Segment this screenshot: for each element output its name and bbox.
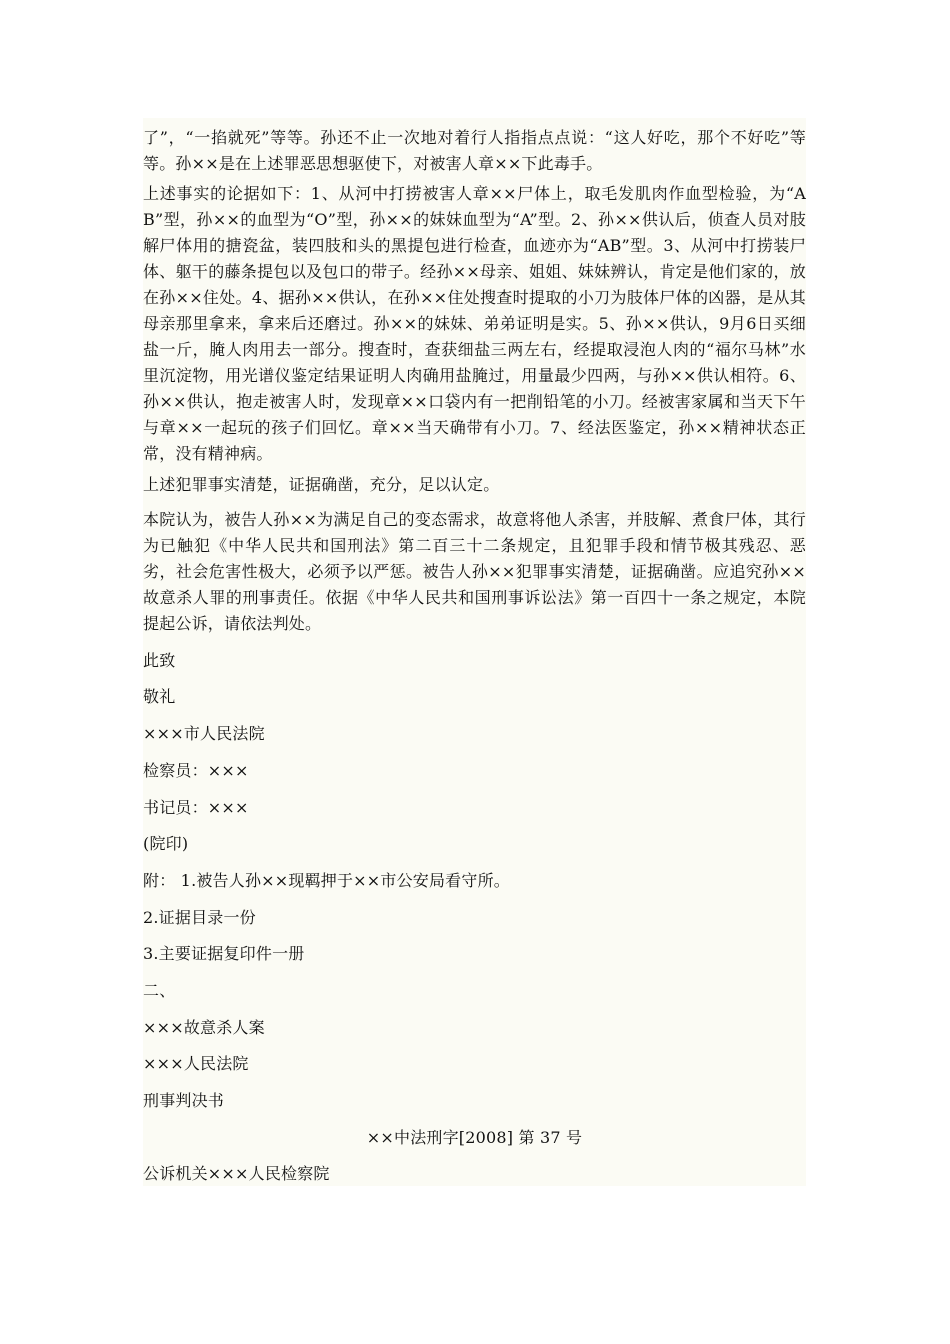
section-number: 二、	[143, 981, 176, 1000]
clerk-line: 书记员：×××	[143, 798, 249, 817]
paragraph-evidence: 上述事实的论据如下：1、从河中打捞被害人章××尸体上，取毛发肌肉作血型检验，为“AB”型，孙××的血型为“O”型，孙××的妹妹血型为“A”型。2、孙××供认后，侦查人员对肢解尸体用的搪瓷盆，装四肢和头的黑提包进行检查，血迹亦为“AB”型。3、从河中打捞装尸体、躯干的藤条提包以及包口的带子。经孙××母亲、姐姐、妹妹辨认，肯定是他们家的，放在孙××住处。4、据孙××供认，在孙××住处搜查时提取的小刀为肢体尸体的凶器，是从其母亲那里拿来，拿来后还磨过。孙××的妹妹、弟弟证明是实。5、孙××供认，9月6日买细盐一斤，腌人肉用去一部分。搜查时，查获细盐三两左右，经提取浸泡人肉的“福尔马林”水里沉淀物，用光谱仪鉴定结果证明人肉确用盐腌过，用量最少四两，与孙××供认相符。6、孙××供认，抱走被害人时，发现章××口袋内有一把削铅笔的小刀。经被害家属和当天下午与章××一起玩的孩子们回忆。章××当天确带有小刀。7、经法医鉴定，孙××精神状态正常，没有精神病。	[143, 184, 806, 463]
court-seal-note: (院印)	[143, 834, 189, 853]
paragraph-motive: 了”，“一掐就死”等等。孙还不止一次地对着行人指指点点说：“这人好吃，那个不好吃”等等。孙××是在上述罪恶思想驱使下，对被害人章××下此毒手。	[143, 128, 806, 173]
case-number: ××中法刑字[2008] 第 37 号	[366, 1128, 583, 1147]
judgment-court-name: ×××人民法院	[143, 1054, 249, 1073]
paragraph-court-opinion: 本院认为，被告人孙××为满足自己的变态需求，故意将他人杀害，并肢解、煮食尸体，其行为已触犯《中华人民共和国刑法》第二百三十二条规定，且犯罪手段和情节极其残忍、恶劣，社会危害性极大，必须予以严惩。被告人孙××犯罪事实清楚，证据确凿。应追究孙××故意杀人罪的刑事责任。依据《中华人民共和国刑事诉讼法》第一百四十一条之规定，本院提起公诉，请依法判处。	[143, 510, 806, 633]
paragraph-facts-confirmed: 上述犯罪事实清楚，证据确凿，充分，足以认定。	[143, 475, 500, 494]
document-page	[143, 118, 806, 1186]
attachment-1: 附： 1.被告人孙××现羁押于××市公安局看守所。	[143, 871, 510, 890]
judgment-title: 刑事判决书	[143, 1091, 225, 1110]
attachment-2: 2.证据目录一份	[143, 908, 256, 927]
prosecutor-line: 检察员：×××	[143, 761, 249, 780]
attachment-3: 3.主要证据复印件一册	[143, 944, 305, 963]
court-name: ×××市人民法院	[143, 724, 265, 743]
salutation-to: 此致	[143, 651, 176, 670]
prosecuting-organ: 公诉机关×××人民检察院	[143, 1164, 330, 1183]
salutation-regards: 敬礼	[143, 687, 176, 706]
case-title: ×××故意杀人案	[143, 1018, 265, 1037]
